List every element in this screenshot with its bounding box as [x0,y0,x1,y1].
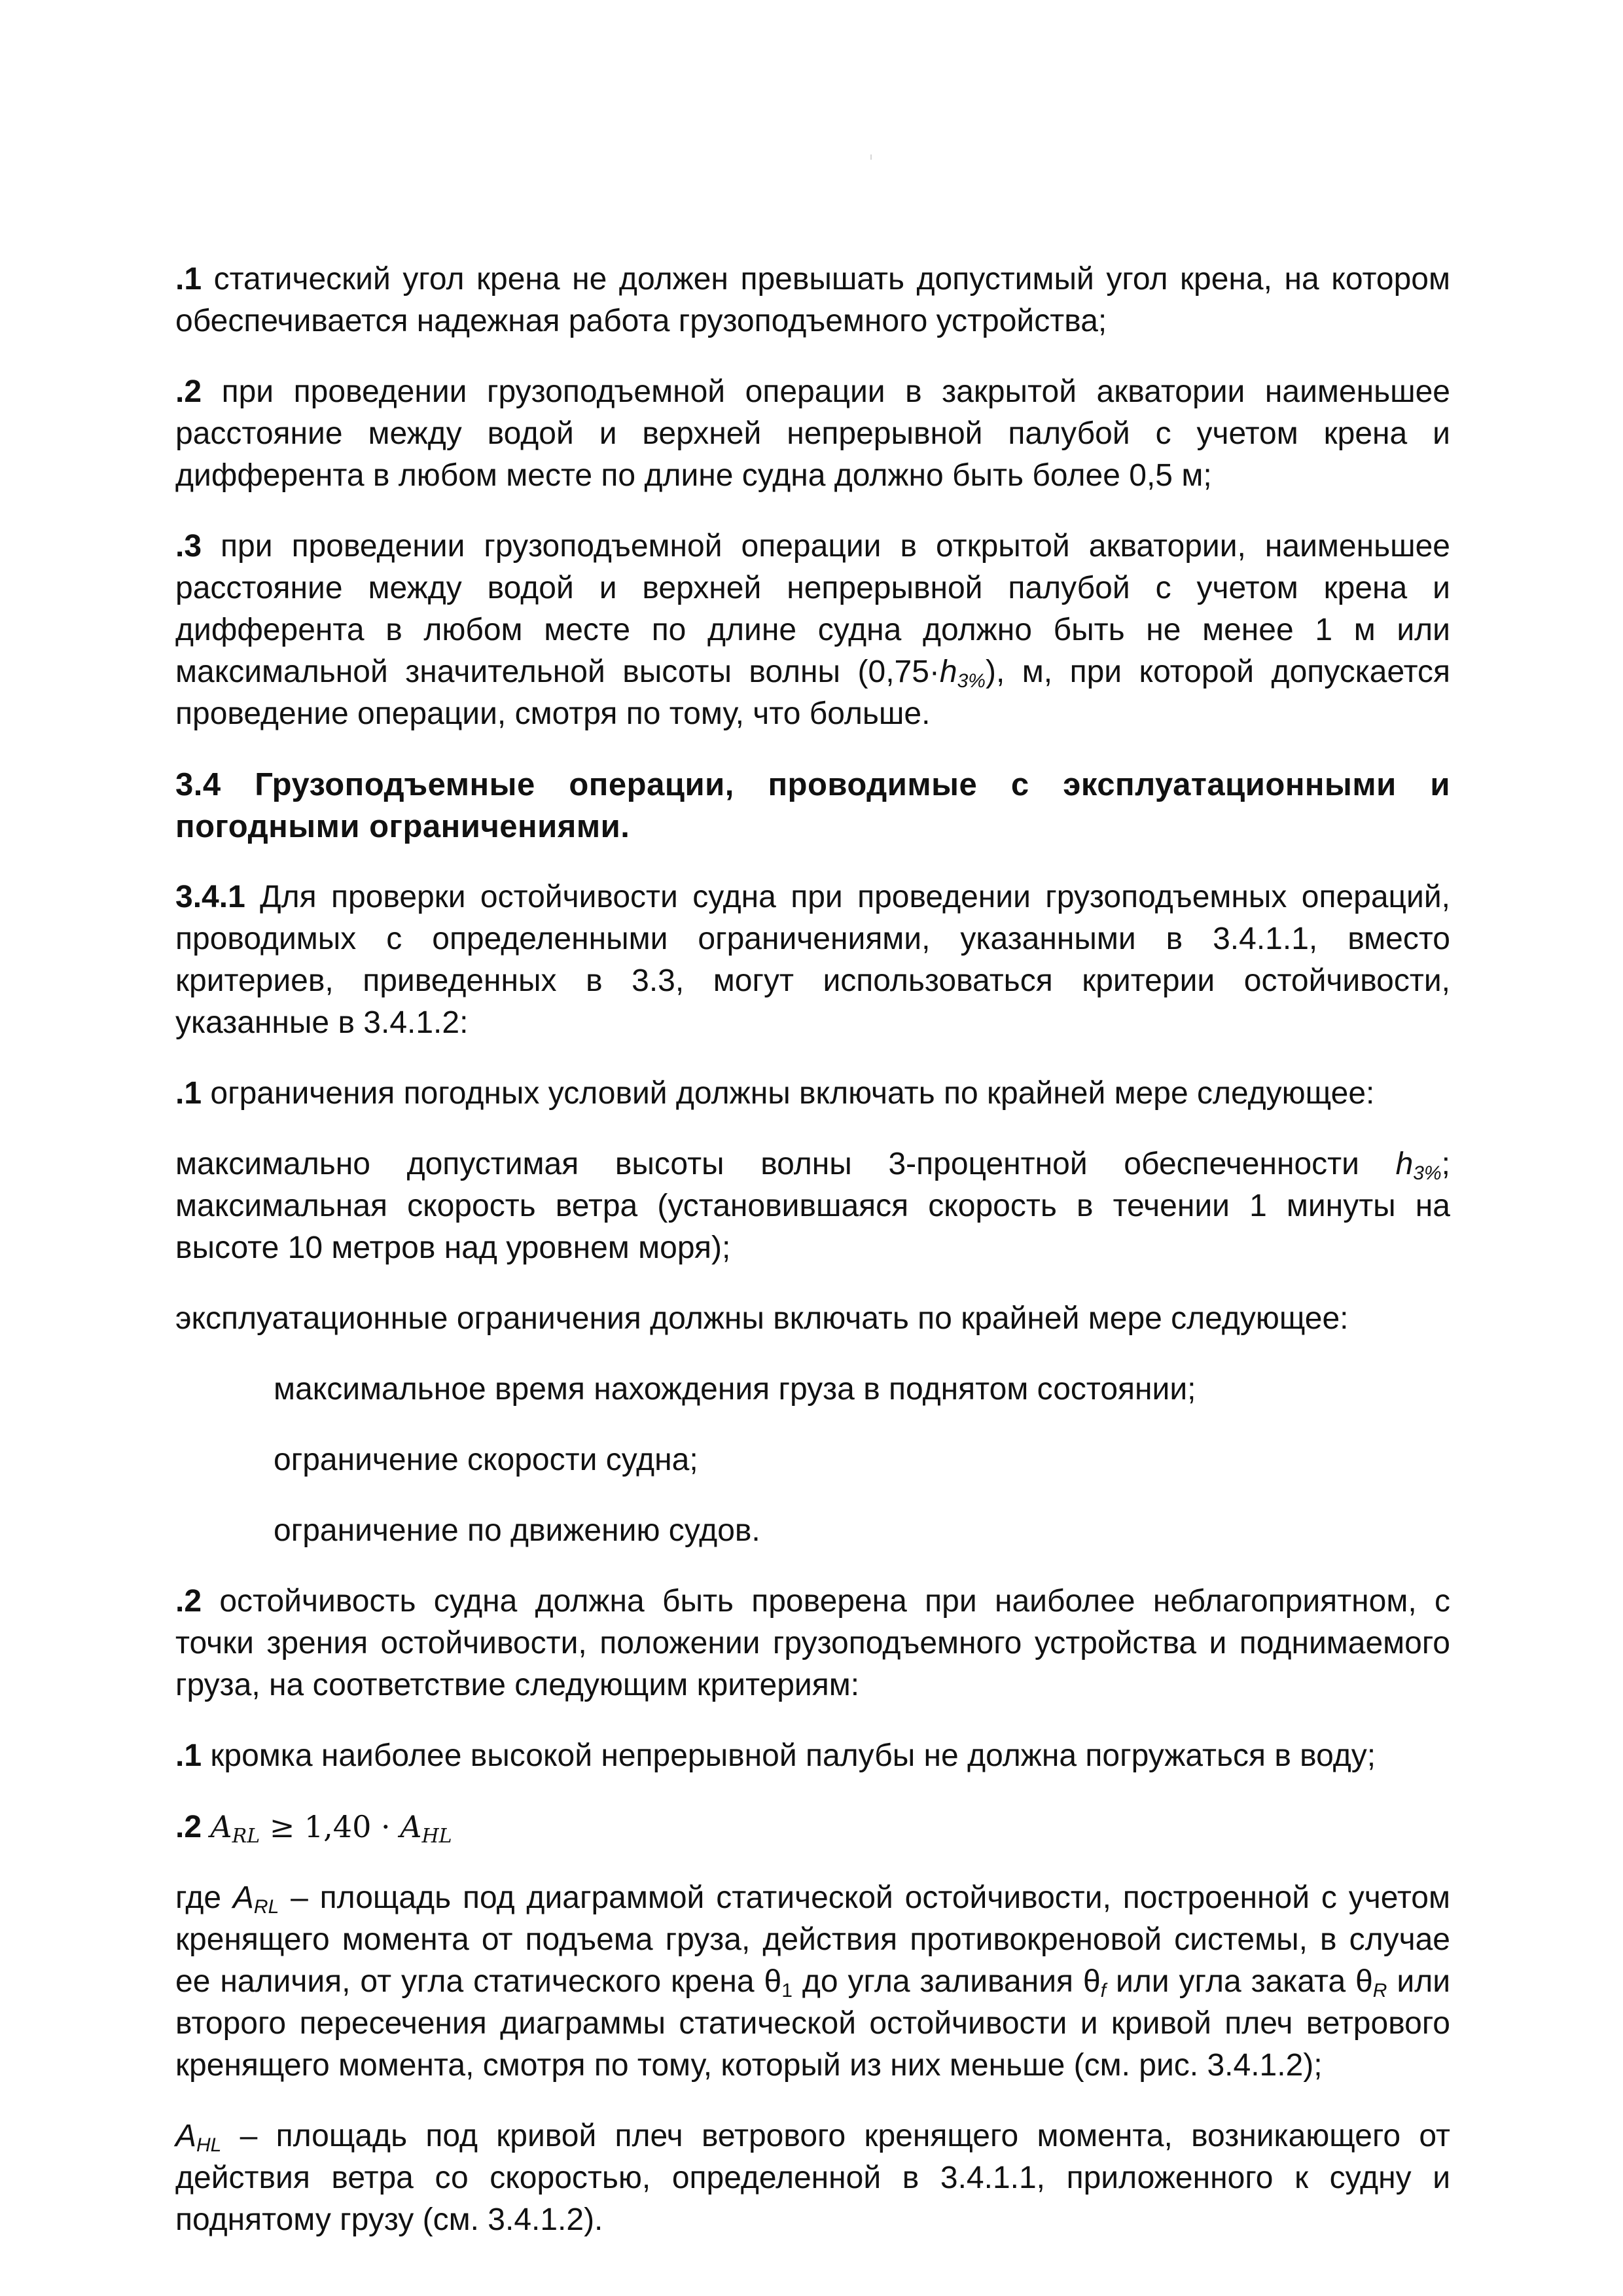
clause-3-4-1 [175,876,1450,1044]
theta-r-subscript: R [1372,1980,1387,2001]
theta-f-subscript: f [1100,1980,1107,2001]
theta-1-subscript: 1 [781,1980,793,2001]
criterion-1 [175,1735,1450,1777]
operational-limits: эксплуатационные ограничения должны включать по крайней мере следующее: [175,1301,1349,1336]
item-3-number: .3 [175,529,202,564]
criterion-1-number: .1 [175,1738,202,1773]
item-3-text-b: ), м, при которой допускается проведение операции, смотря по тому, что больше. [175,655,1450,731]
criterion-2-number: .2 [175,1810,202,1844]
item-1 [175,259,1450,342]
criterion-2-formula [175,1806,1450,1848]
wave-height-subscript: 3% [957,670,986,692]
definition-a-hl [175,2115,1450,2241]
weather-wave-subscript: 3% [1413,1162,1442,1184]
formula-a-rl: A [210,1809,232,1844]
criteria-item-2-text: остойчивость судна должна быть проверена при наиболее неблагоприятном, с точки зрения остойчивости, положении грузоподъемного устройства и поднимаемого груза, на соответствие следующим критериям: [175,1584,1450,1702]
limits-item-1-text: ограничения погодных условий должны включать по крайней мере следующее: [202,1076,1375,1111]
definition-a-rl-lead: где [175,1880,233,1915]
definition-a-hl-text: – площадь под кривой плеч ветрового кренящего момента, возникающего от действия ветра со скоростью, определенной в 3.4.1.1, приложенного к судну и поднятому грузу (см. 3.4.1.2). [175,2119,1450,2237]
wave-height-symbol: h [939,655,957,689]
definition-a-hl-symbol: A [175,2119,197,2153]
weather-wave-symbol: h [1395,1147,1414,1181]
operational-limit-item: ограничение скорости судна; [274,1443,698,1477]
document-body [175,259,1450,2270]
clause-text: Для проверки остойчивости судна при проведении грузоподъемных операций, проводимых с определенными ограничениями, указанными в 3.4.1.1, вместо критериев, приведенных в 3.3, могут использоваться критерии остойчивости, указанные в 3.4.1.2: [175,880,1450,1040]
weather-limits-text-a: максимально допустимая высоты волны 3-процентной обеспеченности [175,1147,1396,1181]
formula-operator: ≥ 1,40 · [260,1809,401,1844]
formula-a-rl-subscript: RL [232,1825,260,1848]
item-1-number: .1 [175,262,202,296]
weather-limits-text-b: ; максимальная скорость ветра (установившаяся скорость в течении 1 минуты на высоте 10 метров над уровнем моря); [175,1147,1450,1265]
operational-limit-item: ограничение по движению судов. [274,1513,760,1548]
definition-a-hl-subscript: HL [196,2134,222,2156]
definition-a-rl-symbol: A [232,1880,254,1915]
area-ratio-formula [210,1809,452,1848]
operational-limit-item: максимальное время нахождения груза в поднятом состоянии; [274,1372,1196,1407]
definition-a-rl-subscript: RL [253,1896,279,1918]
formula-a-hl: A [400,1809,422,1844]
definition-a-rl-text-d: или второго пересечения диаграммы статической остойчивости и кривой плеч ветрового кренящего момента, смотря по тому, который из них меньше (см. рис. 3.4.1.2); [175,1964,1451,2083]
criteria-item-2-number: .2 [175,1584,202,1619]
criteria-item-2 [175,1581,1450,1706]
item-2-text: при проведении грузоподъемной операции в закрытой акватории наименьшее расстояние между водой и верхней непрерывной палубой с учетом крена и дифферента в любом месте по длине судна должно быть более 0,5 м; [175,374,1450,493]
item-3 [175,526,1450,735]
definition-a-rl [175,1877,1450,2087]
scan-mark [870,154,872,160]
definition-a-rl-text-a: – площадь под диаграммой статической остойчивости, построенной с учетом кренящего момента от подъема груза, действия противокреновой системы, в случае ее наличия, от угла статического крена θ [175,1880,1451,1999]
weather-limits [175,1143,1450,1269]
formula-a-hl-subscript: HL [421,1825,452,1848]
limits-item-1 [175,1073,1450,1115]
item-2 [175,371,1450,497]
item-1-text: статический угол крена не должен превышать допустимый угол крена, на котором обеспечивается надежная работа грузоподъемного устройства; [175,262,1450,338]
section-heading: 3.4 Грузоподъемные операции, проводимые с эксплуатационными и погодными ограничениями. [175,767,1450,844]
clause-number: 3.4.1 [175,880,245,914]
definition-a-rl-text-b: до угла заливания θ [792,1964,1101,1999]
definition-a-rl-text-c: или угла заката θ [1106,1964,1373,1999]
item-2-number: .2 [175,374,202,409]
criterion-1-text: кромка наиболее высокой непрерывной палубы не должна погружаться в воду; [202,1738,1376,1773]
item-3-text-a: при проведении грузоподъемной операции в открытой акватории, наименьшее расстояние между водой и верхней непрерывной палубой с учетом крена и дифферента в любом месте по длине судна должно быть не менее 1 м или максимальной значительной высоты волны (0,75· [175,529,1450,689]
limits-item-1-number: .1 [175,1076,202,1111]
